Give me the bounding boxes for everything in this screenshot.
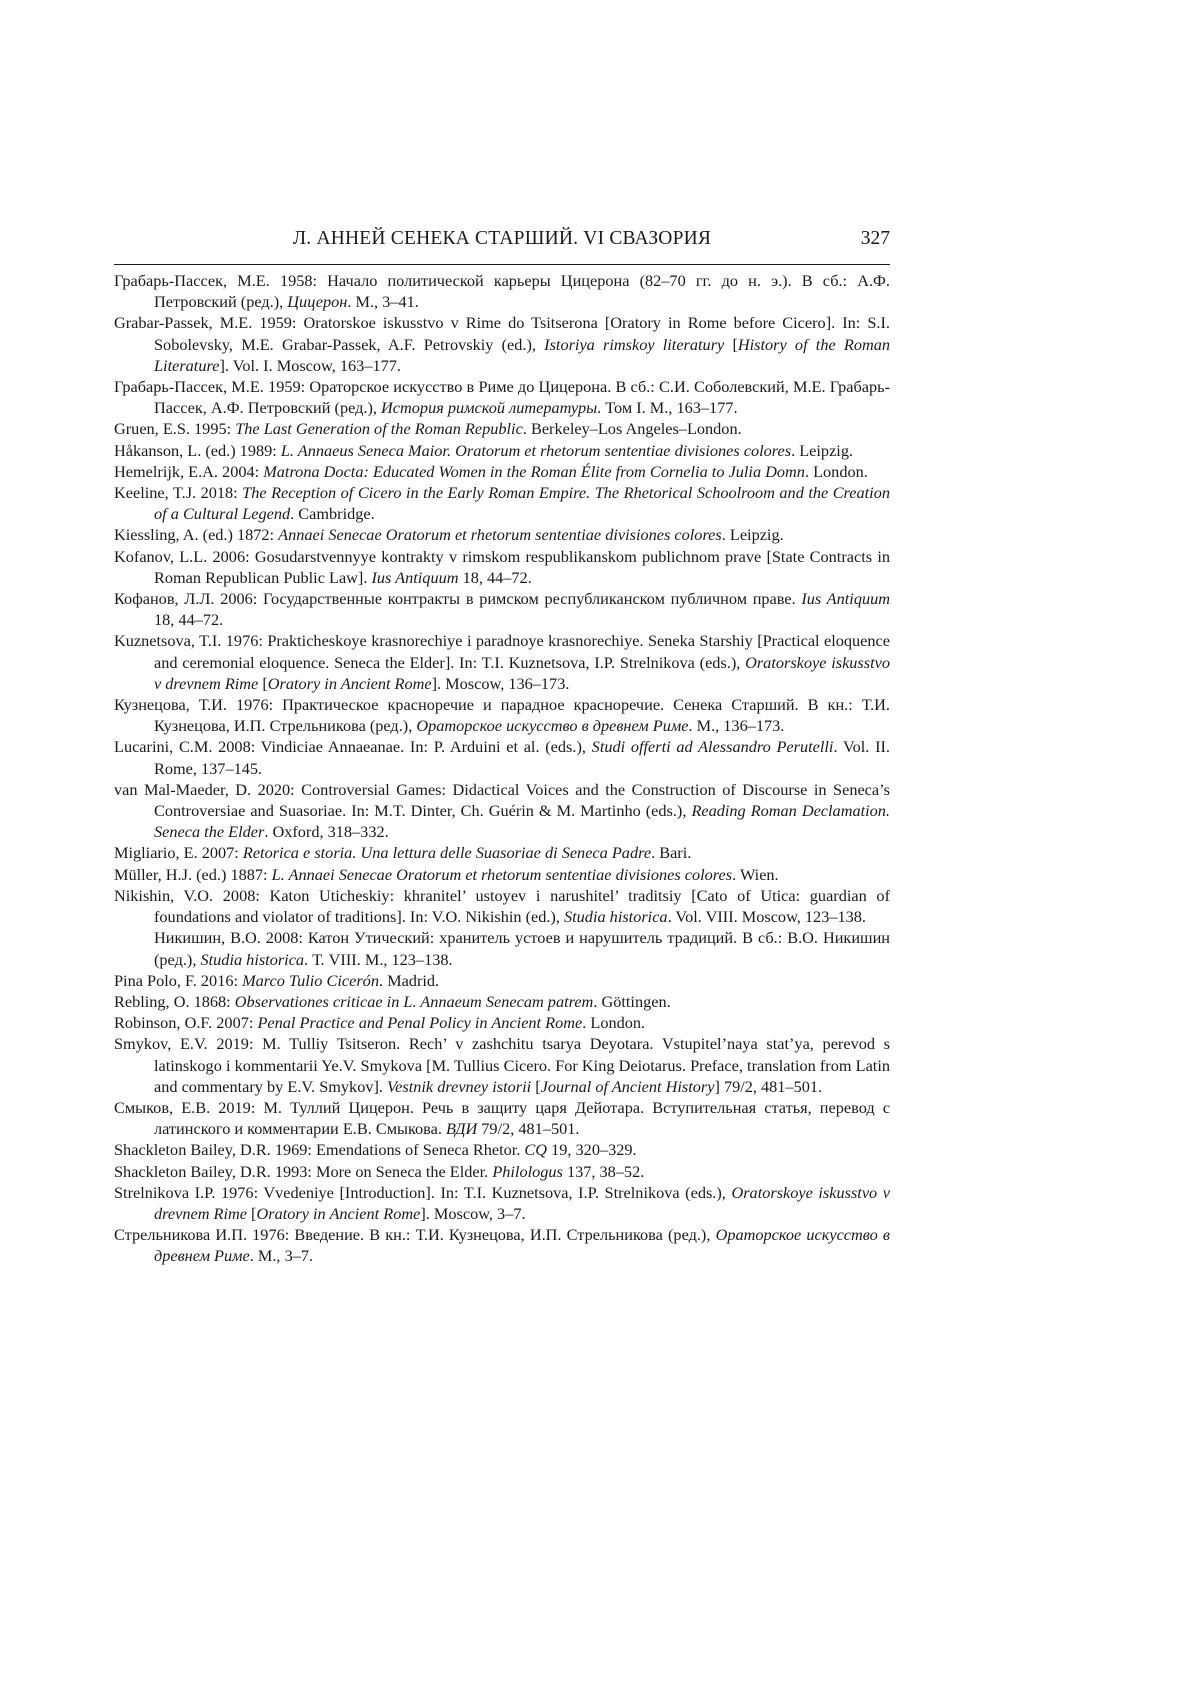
reference-title-italic: Oratory in Ancient Rome <box>267 673 432 693</box>
reference-entry <box>114 461 890 482</box>
reference-text: . Vol. II. Rome, 137–145. <box>154 737 890 778</box>
reference-text: 137, 38–52. <box>562 1161 645 1181</box>
reference-text: 19, 320–329. <box>547 1140 637 1160</box>
reference-text: Robinson, O.F. 2007: <box>114 1013 258 1033</box>
reference-entry <box>114 630 890 694</box>
reference-title-italic: Journal of Ancient History <box>540 1076 715 1096</box>
reference-list <box>114 270 890 1267</box>
reference-entry <box>114 779 890 843</box>
reference-text: . Leipzig. <box>721 525 784 545</box>
reference-text: 18, 44–72. <box>458 567 532 587</box>
reference-title-italic: History of the Roman Literature <box>154 334 890 375</box>
reference-entry <box>114 927 890 969</box>
reference-text: . М., 3–7. <box>249 1246 314 1266</box>
reference-title-italic: Studia historica <box>564 907 668 927</box>
reference-text: Grabar-Passek, M.E. 1959: Oratorskoe iskusstvo v Rime do Tsitserona [Oratory in Rome before Cicero]. In: S.I. Sobolevsky, M.E. Grabar-Passek, A.F. Petrovskiy (ed.), <box>114 313 890 354</box>
reference-text: Shackleton Bailey, D.R. 1969: Emendations of Seneca Rhetor. <box>114 1140 525 1160</box>
reference-text: Kiessling, A. (ed.) 1872: <box>114 525 279 545</box>
reference-title-italic: Ius Antiquum <box>371 567 459 587</box>
reference-text: . Bari. <box>651 843 692 863</box>
reference-title-italic: Oratorskoye iskusstvo v drevnem Rime <box>154 652 890 693</box>
reference-entry <box>114 312 890 376</box>
reference-text: . Wien. <box>732 864 779 884</box>
reference-text: . Berkeley–Los Angeles–London. <box>522 419 742 439</box>
reference-title-italic: Ораторское искусство в древнем Риме <box>416 716 689 736</box>
reference-text: Стрельникова И.П. 1976: Введение. В кн.: Т.И. Кузнецова, И.П. Стрельникова (ред.), <box>114 1225 716 1245</box>
reference-text: Müller, H.J. (ed.) 1887: <box>114 864 272 884</box>
page-number: 327 <box>860 228 890 249</box>
reference-text: Keeline, T.J. 2018: <box>114 483 243 503</box>
reference-entry <box>114 885 890 927</box>
reference-title-italic: История римской литературы <box>381 398 598 418</box>
reference-text: 18, 44–72. <box>154 610 224 630</box>
reference-text: Никишин, В.О. 2008: Катон Утический: хранитель устоев и нарушитель традиций. В сб.: В.О. Никишин (ред.), <box>154 928 890 969</box>
reference-entry <box>114 842 890 863</box>
reference-entry <box>114 1224 890 1266</box>
reference-title-italic: Istoriya rimskoy literatury <box>544 334 725 354</box>
reference-entry <box>114 1161 890 1182</box>
reference-text: Грабарь-Пассек, М.Е. 1959: Ораторское искусство в Риме до Цицерона. В сб.: С.И. Соболевский, М.Е. Грабарь-Пассек, А.Ф. Петровский (ред.), <box>114 377 890 418</box>
running-header <box>114 228 890 265</box>
reference-title-italic: Vestnik drevney istorii <box>387 1076 532 1096</box>
reference-entry <box>114 1097 890 1139</box>
reference-title-italic: CQ <box>524 1140 548 1160</box>
reference-title-italic: Retorica e storia. Una lettura delle Suasoriae di Seneca Padre <box>242 843 652 863</box>
running-title: Л. АННЕЙ СЕНЕКА СТАРШИЙ. VI СВАЗОРИЯ <box>292 228 712 249</box>
reference-text: . М., 136–173. <box>688 716 785 736</box>
reference-text: Kofanov, L.L. 2006: Gosudarstvennyye kontrakty v rimskom respublikanskom publichnom prave [State Contracts in Roman Republican Public Law]. <box>114 546 890 587</box>
reference-text: . London. <box>804 461 868 481</box>
reference-entry <box>114 440 890 461</box>
reference-entry <box>114 376 890 418</box>
reference-entry <box>114 864 890 885</box>
reference-entry <box>114 694 890 736</box>
reference-title-italic: L. Annaeus Seneca Maior. Oratorum et rhetorum sententiae divisiones colores <box>280 440 792 460</box>
reference-text: Кузнецова, Т.И. 1976: Практическое красноречие и парадное красноречие. Сенека Старший. В кн.: Т.И. Кузнецова, И.П. Стрельникова (ред.), <box>114 695 890 736</box>
reference-title-italic: Philologus <box>492 1161 563 1181</box>
reference-title-italic: Observationes criticae in L. Annaeum Senecam patrem <box>234 991 594 1011</box>
reference-text: van Mal-Maeder, D. 2020: Controversial Games: Didactical Voices and the Construction of Discourse in Seneca’s Controversiae and Suasoriae. In: M.T. Dinter, Ch. Guérin & M. Martinho (eds.), <box>114 779 890 821</box>
reference-text: Strelnikova I.P. 1976: Vvedeniye [Introduction]. In: T.I. Kuznetsova, I.P. Strelnikova (eds.), <box>114 1182 732 1202</box>
reference-title-italic: L. Annaei Senecae Oratorum et rhetorum sententiae divisiones colores <box>271 864 733 884</box>
reference-title-italic: Oratory in Ancient Rome <box>256 1203 421 1223</box>
reference-entry <box>114 736 890 778</box>
reference-title-italic: Penal Practice and Penal Policy in Ancient Rome <box>257 1013 583 1033</box>
reference-text: [ <box>246 1203 257 1223</box>
reference-text: . London. <box>582 1013 646 1033</box>
reference-entry <box>114 1012 890 1033</box>
reference-entry <box>114 482 890 524</box>
reference-entry <box>114 524 890 545</box>
reference-entry <box>114 970 890 991</box>
reference-text: . Leipzig. <box>791 440 854 460</box>
reference-text: Gruen, E.S. 1995: <box>114 419 236 439</box>
reference-entry <box>114 1182 890 1224</box>
reference-text: Rebling, O. 1868: <box>114 991 235 1011</box>
reference-title-italic: Oratorskoye iskusstvo v drevnem Rime <box>154 1182 890 1223</box>
reference-entry <box>114 546 890 588</box>
reference-text: ]. Vol. I. Moscow, 163–177. <box>219 355 401 375</box>
reference-text: Håkanson, L. (ed.) 1989: <box>114 440 281 460</box>
reference-entry <box>114 270 890 312</box>
reference-text: . Т. VIII. М., 123–138. <box>304 949 453 969</box>
reference-text: ]. Moscow, 136–173. <box>431 673 570 693</box>
reference-text: . Oxford, 318–332. <box>264 822 389 842</box>
reference-text: Кофанов, Л.Л. 2006: Государственные контракты в римском республиканском публичном праве. <box>114 589 802 609</box>
reference-entry <box>114 991 890 1012</box>
reference-entry <box>114 418 890 439</box>
reference-text: [ <box>258 673 268 693</box>
reference-entry <box>114 588 890 630</box>
reference-text: Lucarini, C.M. 2008: Vindiciae Annaeanae. In: P. Arduini et al. (eds.), <box>114 737 592 757</box>
reference-text: Смыков, Е.В. 2019: М. Туллий Цицерон. Речь в защиту царя Дейотара. Вступительная статья, перевод с латинского и комментарии Е.В. Смыкова. <box>114 1097 890 1139</box>
reference-title-italic: The Reception of Cicero in the Early Roman Empire. The Rhetorical Schoolroom and the Creation of a Cultural Legend <box>154 483 890 524</box>
reference-text: ]. Moscow, 3–7. <box>420 1203 526 1223</box>
reference-title-italic: Цицерон <box>287 292 348 312</box>
reference-text: . Cambridge. <box>290 504 375 524</box>
reference-title-italic: Marco Tulio Cicerón <box>242 970 379 990</box>
reference-title-italic: Annaei Senecae Oratorum et rhetorum sententiae divisiones colores <box>278 525 722 545</box>
reference-text: . Том I. М., 163–177. <box>597 398 738 418</box>
reference-entry <box>114 1139 890 1160</box>
reference-text: . Vol. VIII. Moscow, 123–138. <box>667 907 866 927</box>
reference-text: 79/2, 481–501. <box>477 1119 580 1139</box>
reference-title-italic: Ius Antiquum <box>801 589 890 609</box>
reference-text: [ <box>531 1076 541 1096</box>
reference-text: Migliario, E. 2007: <box>114 843 243 863</box>
reference-text: Nikishin, V.O. 2008: Katon Uticheskiy: khranitel’ ustoyev i narushitel’ traditsiy [Cato of Utica: guardian of foundations and violator of traditions]. In: V.O. Nikishin (ed.), <box>114 885 890 927</box>
reference-text: Kuznetsova, T.I. 1976: Prakticheskoye krasnorechiye i paradnoye krasnorechiye. Seneka Starshiy [Practical eloquence and ceremonial eloquence. Seneca the Elder]. In: T.I. Kuznetsova, I.P. Strelnikova (eds.), <box>114 631 890 672</box>
reference-title-italic: Matrona Docta: Educated Women in the Roman Élite from Cornelia to Julia Domn <box>263 461 805 481</box>
reference-text: . М., 3–41. <box>347 292 419 312</box>
reference-title-italic: Studia historica <box>200 949 305 969</box>
reference-title-italic: ВДИ <box>446 1119 478 1139</box>
reference-text: ] 79/2, 481–501. <box>714 1076 823 1096</box>
reference-text: Pina Polo, F. 2016: <box>114 970 243 990</box>
reference-text: . Göttingen. <box>593 991 671 1011</box>
reference-title-italic: Studi offerti ad Alessandro Perutelli <box>591 737 834 757</box>
reference-text: Shackleton Bailey, D.R. 1993: More on Seneca the Elder. <box>114 1161 493 1181</box>
reference-text: [ <box>724 334 738 354</box>
reference-title-italic: Ораторское искусство в древнем Риме <box>154 1225 890 1266</box>
reference-text: Smykov, E.V. 2019: M. Tulliy Tsitseron. Rech’ v zashchitu tsarya Deyotara. Vstupitel’naya stat’ya, perevod s latinskogo i kommentarii Ye.V. Smykova [M. Tullius Cicero. For King Deiotarus. Preface, translation from Latin and commentary by E.V. Smykov]. <box>114 1034 890 1096</box>
reference-text: Грабарь-Пассек, М.Е. 1958: Начало политической карьеры Цицерона (82–70 гг. до н. э.). В сб.: А.Ф. Петровский (ред.), <box>114 271 890 312</box>
reference-title-italic: Reading Roman Declamation. Seneca the Elder <box>154 801 890 842</box>
reference-entry <box>114 1033 890 1097</box>
reference-title-italic: The Last Generation of the Roman Republic <box>235 419 523 439</box>
reference-text: Hemelrijk, E.A. 2004: <box>114 461 264 481</box>
reference-text: . Madrid. <box>378 970 440 990</box>
